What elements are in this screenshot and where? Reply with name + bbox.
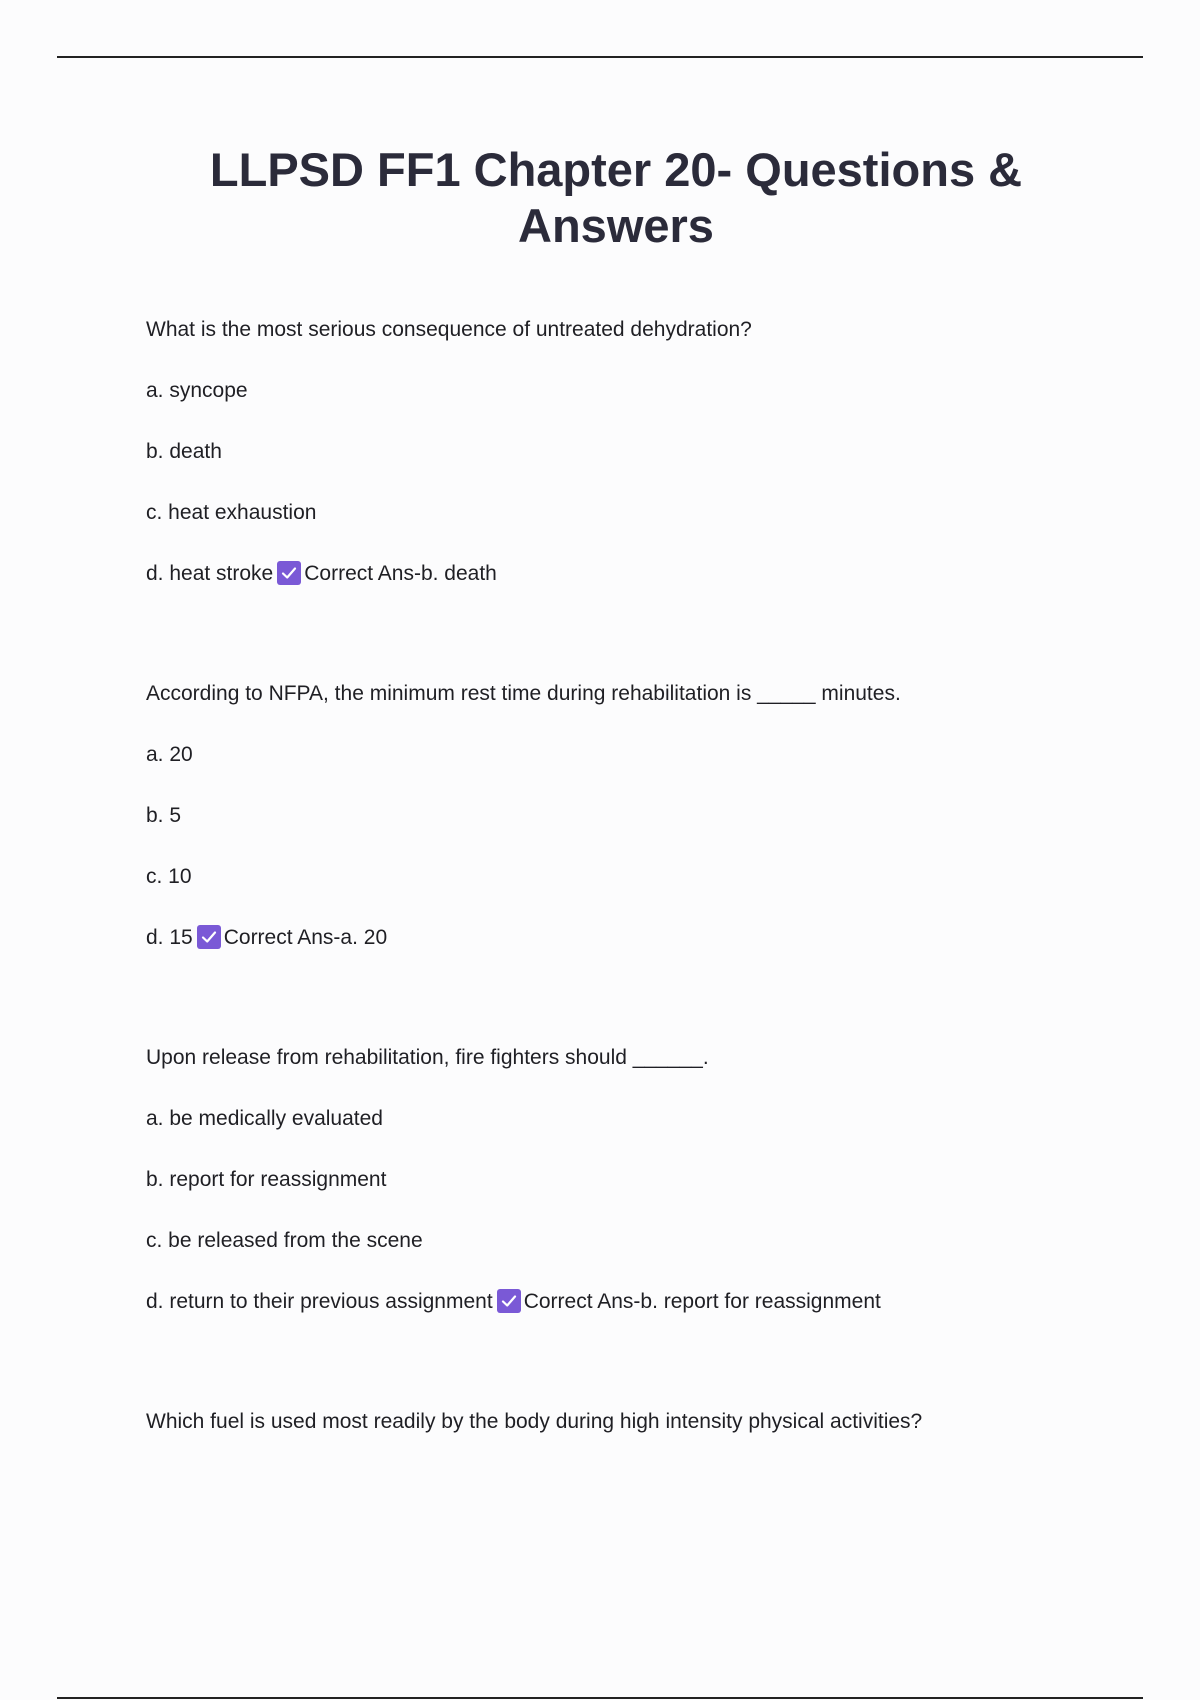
question-text: What is the most serious consequence of untreated dehydration? bbox=[146, 318, 752, 341]
checkbox-checked-icon bbox=[277, 561, 301, 585]
option-d-with-answer bbox=[146, 924, 1106, 951]
correct-answer: Correct Ans-b. report for reassignment bbox=[523, 1290, 881, 1313]
option-d: d. 15 bbox=[146, 926, 193, 949]
option-c: c. heat exhaustion bbox=[146, 501, 317, 524]
correct-answer: Correct Ans-a. 20 bbox=[223, 926, 388, 949]
option-a: a. syncope bbox=[146, 379, 248, 402]
bottom-divider bbox=[57, 1697, 1143, 1699]
option-d: d. return to their previous assignment bbox=[146, 1290, 493, 1313]
question-block bbox=[146, 316, 1106, 587]
question-block bbox=[146, 680, 1106, 951]
option-b: b. 5 bbox=[146, 804, 182, 827]
question-text: According to NFPA, the minimum rest time during rehabilitation is _____ minutes. bbox=[146, 682, 901, 705]
option-b: b. report for reassignment bbox=[146, 1168, 387, 1191]
page-title: LLPSD FF1 Chapter 20- Questions & Answers bbox=[209, 143, 1023, 252]
option-d-with-answer bbox=[146, 1288, 1106, 1315]
option-c: c. 10 bbox=[146, 865, 192, 888]
question-block bbox=[146, 1044, 1106, 1315]
question-block bbox=[146, 1408, 1106, 1435]
option-d: d. heat stroke bbox=[146, 562, 274, 585]
question-text: Upon release from rehabilitation, fire fighters should ______. bbox=[146, 1046, 709, 1069]
checkbox-checked-icon bbox=[197, 925, 221, 949]
question-text: Which fuel is used most readily by the body during high intensity physical activities? bbox=[146, 1410, 923, 1433]
correct-answer: Correct Ans-b. death bbox=[304, 562, 497, 585]
option-a: a. be medically evaluated bbox=[146, 1107, 383, 1130]
question-list bbox=[146, 316, 1106, 1528]
option-c: c. be released from the scene bbox=[146, 1229, 423, 1252]
top-divider bbox=[57, 56, 1143, 58]
checkbox-checked-icon bbox=[497, 1289, 521, 1313]
option-b: b. death bbox=[146, 440, 222, 463]
option-d-with-answer bbox=[146, 560, 1106, 587]
option-a: a. 20 bbox=[146, 743, 193, 766]
